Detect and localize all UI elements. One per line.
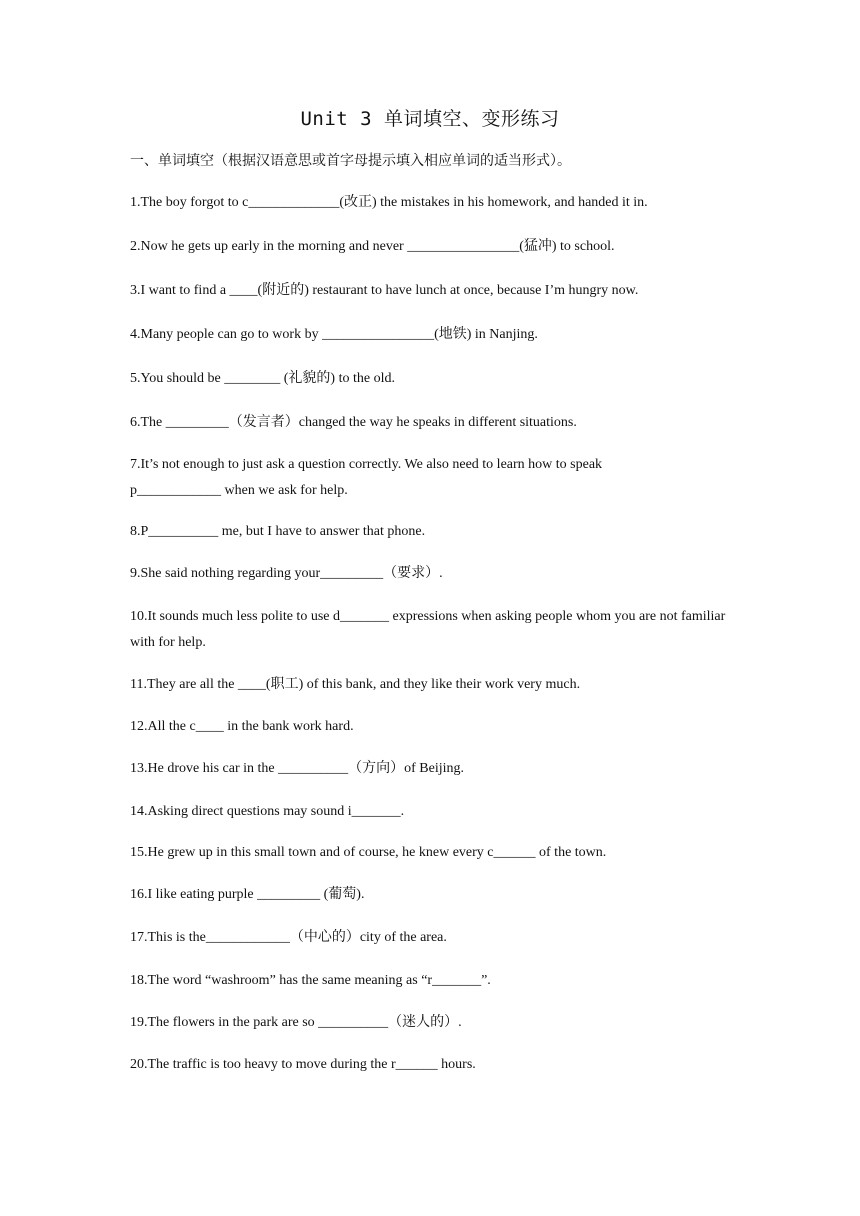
question-item: 1.The boy forgot to c_____________(改正) the mistakes in his homework, and handed it in. bbox=[130, 195, 648, 210]
question-item: 16.I like eating purple _________ (葡萄). bbox=[130, 887, 365, 902]
question-item: 2.Now he gets up early in the morning and never ________________(猛冲) to school. bbox=[130, 239, 615, 254]
question-item: 6.The _________（发言者）changed the way he speaks in different situations. bbox=[130, 415, 577, 430]
question-item: 12.All the c____ in the bank work hard. bbox=[130, 719, 354, 734]
question-item: 18.The word “washroom” has the same meaning as “r_______”. bbox=[130, 973, 491, 988]
question-item: 4.Many people can go to work by ________________(地铁) in Nanjing. bbox=[130, 327, 538, 342]
question-item: 5.You should be ________ (礼貌的) to the old. bbox=[130, 371, 395, 386]
question-item: 8.P__________ me, but I have to answer that phone. bbox=[130, 524, 426, 539]
question-item: 17.This is the____________（中心的）city of the area. bbox=[130, 930, 447, 945]
page-title: Unit 3 单词填空、变形练习 bbox=[300, 108, 560, 130]
question-item: 19.The flowers in the park are so __________（迷人的）. bbox=[130, 1015, 462, 1030]
question-item: 3.I want to find a ____(附近的) restaurant to have lunch at once, because I’m hungry now. bbox=[130, 283, 639, 298]
section-heading: 一、单词填空（根据汉语意思或首字母提示填入相应单词的适当形式）。 bbox=[130, 153, 571, 169]
question-item: 11.They are all the ____(职工) of this bank, and they like their work very much. bbox=[130, 677, 581, 692]
question-item: 9.She said nothing regarding your_________（要求）. bbox=[130, 566, 443, 581]
question-item: 15.He grew up in this small town and of course, he knew every c______ of the town. bbox=[130, 845, 607, 860]
question-item: 10.It sounds much less polite to use d_______ expressions when asking people whom you are not familiar with for help. bbox=[130, 609, 726, 650]
question-item: 13.He drove his car in the __________（方向）of Beijing. bbox=[130, 761, 465, 776]
question-item: 14.Asking direct questions may sound i_______. bbox=[130, 804, 405, 819]
question-item: 7.It’s not enough to just ask a question correctly. We also need to learn how to speak p____________ when we ask for help. bbox=[130, 457, 603, 498]
question-item: 20.The traffic is too heavy to move during the r______ hours. bbox=[130, 1057, 476, 1072]
